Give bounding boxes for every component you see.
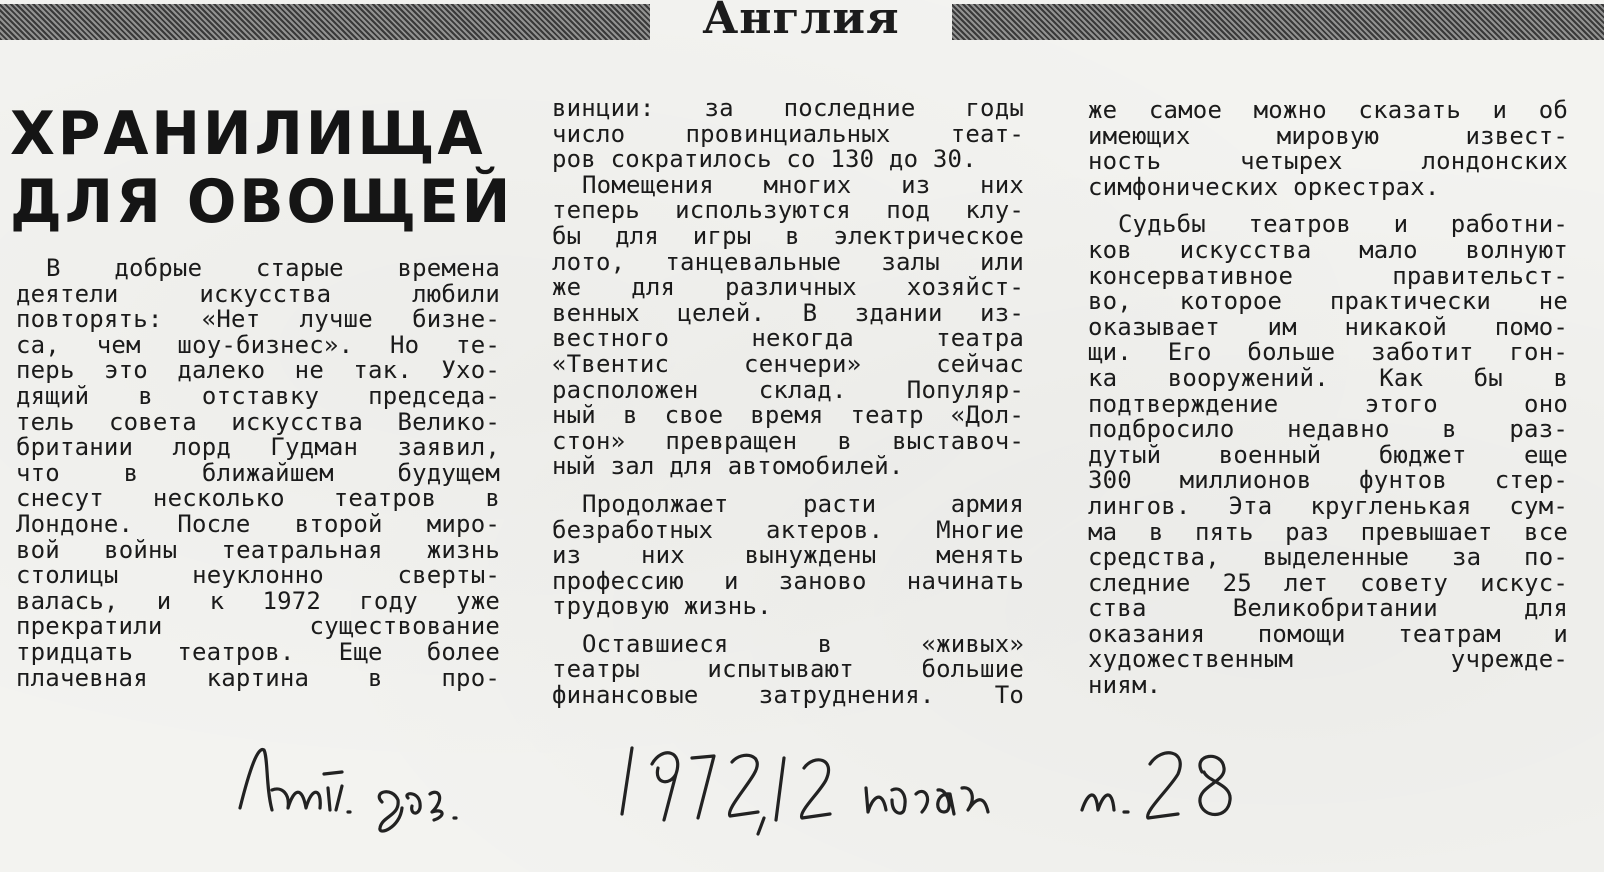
paragraph-gap	[552, 620, 1024, 632]
headline-line-2: ДЛЯ ОВОЩЕЙ	[10, 167, 514, 237]
paragraph-gap	[552, 480, 1024, 492]
text-line: имеющих мировую извест-	[1088, 123, 1568, 150]
article-headline	[10, 99, 514, 237]
text-line: что в ближайшем будущем	[16, 460, 500, 487]
text-line: деятели искусства любили	[16, 281, 500, 308]
text-line: консервативное правительст-	[1088, 263, 1568, 290]
text-line: расположен склад. Популяр-	[552, 377, 1024, 404]
text-line: же самое можно сказать и об	[1088, 98, 1568, 124]
article-column-3	[1088, 98, 1568, 699]
text-line: театры испытывают большие	[552, 657, 1024, 684]
paragraph-gap	[1088, 200, 1568, 212]
text-line: тель совета искусства Велико-	[16, 409, 500, 436]
text-line: ный в свое время театр «Дол-	[552, 403, 1024, 429]
text-line: тридцать театров. Еще более	[16, 639, 500, 666]
text-line: же для различных хозяйст-	[552, 275, 1024, 301]
text-line: ный зал для автомобилей.	[552, 454, 904, 480]
text-line: дящий в отставку председа-	[16, 383, 500, 410]
text-line: из них вынуждены менять	[552, 543, 1024, 569]
text-line: лингов. Эта кругленькая сум-	[1088, 493, 1568, 520]
text-line: британии лорд Гудман заявил,	[16, 435, 500, 461]
text-line: винции: за последние годы	[552, 96, 1024, 122]
text-line: дутый военный бюджет еще	[1088, 442, 1568, 469]
text-line: ров сократилось со 130 до 30.	[552, 147, 977, 173]
text-line: Помещения многих из них	[582, 172, 1024, 199]
text-line: средства, выделенные за по-	[1088, 545, 1568, 571]
text-line: оказания помощи театрам и	[1088, 621, 1568, 648]
text-line: снесут несколько театров в	[16, 486, 500, 512]
text-line: следние 25 лет совету искус-	[1088, 570, 1568, 597]
text-line: число провинциальных теат-	[552, 121, 1024, 148]
text-line: симфонических оркестрах.	[1088, 174, 1440, 201]
text-line: ка вооружений. Как бы в	[1088, 365, 1568, 392]
text-line: Продолжает расти армия	[582, 491, 1024, 518]
text-line: са, чем шоу-бизнес». Но те-	[16, 332, 500, 359]
text-line: столицы неуклонно сверты-	[16, 563, 500, 589]
text-line: ниям.	[1088, 673, 1162, 699]
text-line: щи. Его больше заботит гон-	[1088, 340, 1568, 366]
headline-line-1: ХРАНИЛИЩА	[10, 99, 486, 169]
text-line: вестного некогда театра	[552, 326, 1024, 352]
text-line: во, которое практически не	[1088, 289, 1568, 315]
article-column-2	[552, 96, 1024, 709]
text-line: Судьбы театров и работни-	[1118, 212, 1568, 238]
text-line: стон» превращен в выставоч-	[552, 428, 1024, 455]
handwritten-source-note	[232, 728, 1292, 838]
text-line: ма в пять раз превышает все	[1088, 519, 1568, 546]
text-line: венных целей. В здании из-	[552, 300, 1024, 327]
handwriting-strokes	[232, 728, 1292, 838]
text-line: прекратили существование	[16, 614, 500, 640]
text-line: подтверждение этого оно	[1088, 391, 1568, 418]
text-line: финансовые затруднения. То	[552, 683, 1024, 709]
text-line: «Твентис сенчери» сейчас	[552, 351, 1024, 378]
text-line: Оставшиеся в «живых»	[582, 631, 1024, 658]
text-line: плачевная картина в про-	[16, 665, 500, 692]
text-line: художественным учрежде-	[1088, 647, 1568, 674]
text-line: валась, и к 1972 году уже	[16, 588, 500, 615]
text-line: лото, танцевальные залы или	[552, 249, 1024, 276]
text-line: повторять: «Нет лучше бизне-	[16, 307, 500, 333]
article-column-1	[16, 256, 500, 691]
text-line: перь это далеко не так. Ухо-	[16, 358, 500, 384]
text-line: Лондоне. После второй миро-	[16, 511, 500, 538]
text-line: бы для игры в электрическое	[552, 223, 1024, 250]
text-line: ков искусства мало волнуют	[1088, 237, 1568, 264]
header-band-left	[0, 4, 650, 40]
text-line: ность четырех лондонских	[1088, 149, 1568, 175]
text-line: безработных актеров. Многие	[552, 517, 1024, 544]
text-line: ства Великобритании для	[1088, 596, 1568, 622]
text-line: подбросило недавно в раз-	[1088, 417, 1568, 443]
text-line: профессию и заново начинать	[552, 568, 1024, 595]
text-line: теперь используются под клу-	[552, 198, 1024, 224]
text-line: вой войны театральная жизнь	[16, 537, 500, 564]
header-band-right	[952, 4, 1604, 40]
section-title: Англия	[702, 0, 900, 44]
text-line: оказывает им никакой помо-	[1088, 314, 1568, 341]
text-line: 300 миллионов фунтов стер-	[1088, 468, 1568, 494]
text-line: В добрые старые времена	[46, 256, 500, 282]
text-line: трудовую жизнь.	[552, 594, 772, 620]
